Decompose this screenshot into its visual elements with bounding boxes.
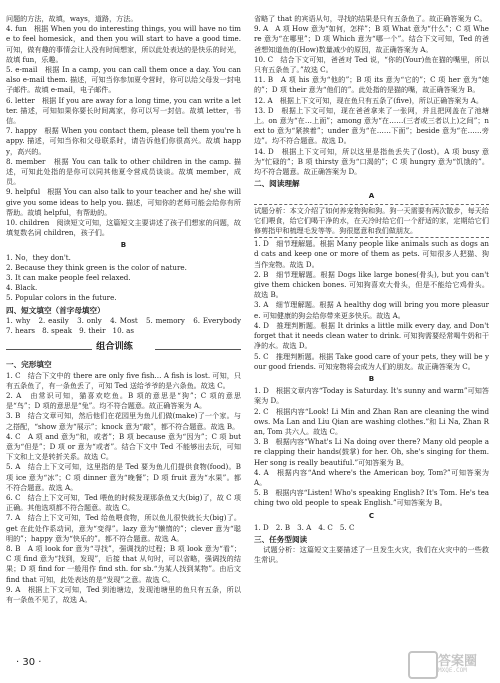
answer-paragraph: 5. Popular colors in the future. (6, 293, 117, 303)
banner-text: 组合训练 (96, 341, 133, 353)
banner-title (92, 341, 155, 352)
answer-paragraph: 1. D 2. B 3. A 4. C 5. C (254, 522, 355, 532)
section-banner (6, 341, 241, 357)
answer-paragraph: 6. C 结合上下文可知，Ted 喂鱼的时候发现那条鱼又大(big)了，故 C 项正确。其他选项都不符合题意。故选 C。 (6, 492, 241, 513)
answer-paragraph: 1. No，they don't. (6, 252, 71, 262)
answer-paragraph: 4. fun 根据 When you do interesting things, you will have no time to feel homesick，and then you will start to have a good time.可知，做有趣的事情会让人没有时间想家，所以此处表达的是快乐的时光，故填 fun，乐趣。 (6, 24, 241, 64)
answer-paragraph: 1. D 根据文章内容“Today is Saturday. It's sunny and warm”可知答案为 D。 (254, 386, 489, 406)
section-heading: 四、短文填空（首字母填空） (6, 305, 105, 315)
watermark-url: MXQE.COM (438, 667, 467, 674)
passage-letter: C (368, 510, 375, 520)
answer-paragraph: 5. A 结合上下文可知，这里指的是 Ted 要为鱼儿们提供食物(food)。B 项 ice 意为“冰”；C 项 dinner 意为“晚餐”；D 项 fruit 意为“水果”。都不符合题意。故选 A。 (6, 462, 241, 492)
answer-paragraph: 10. children 阅读短文可知，这篇短文主要讲述了孩子们想家的问题，故填复数名词 children，孩子们。 (6, 218, 241, 238)
answer-paragraph: 3. B 结合文章可知，然后他们在花园里为鱼儿们做(make)了一个家。与之搭配，“show 意为“展示”；knock 意为“敲”，都不符合题意。故选 B。 (6, 411, 241, 431)
answer-paragraph: 试题分析：本文介绍了如何养宠物狗和狗。狗一天需要有两次散步，每天给它们喂食，给它们喝干净的水，在天冷时给它们一个舒适的家，定期给它们修剪指甲和梳理毛发等等。狗很愿意和我们做朋友。 (254, 204, 489, 239)
answer-paragraph: 14. D 根据上下文可知，所以这里是指鱼丢失了(lost)。A 项 busy 意为“忙碌的”；B 项 thirsty 意为“口渴的”；C 项 hungry 意为“饥饿的”。均不符合题意。故正确答案为 D。 (254, 146, 489, 177)
answer-paragraph: 1. D 细节理解题。根据 Many people like animals such as dogs and cats and keep one or more of them as pets. 可知很多人把猫、狗当作宠物。故选 D。 (254, 239, 489, 269)
answer-paragraph: 4. A 根据内容“And where's the American boy, Tom?”可知答案为 A。 (254, 467, 489, 487)
watermark-label: 答案圈 (438, 654, 478, 669)
answer-paragraph: 8. B A 项 look for 意为“寻找”，强调找的过程；B 项 look 意为“看”；C 项 find 意为“找到，发现”，后接 that 从句时，可以省略，强调找的结果；D 项 find for 一般用作 find sth. for sb.“为某人找到某物”。由后文 find that 可知，此处表达的是“发现”之意。故选 C。 (6, 543, 241, 584)
section-heading: 三、任务型阅读 (254, 534, 308, 544)
answer-paragraph: 1. C 结合下文中的 there are only five fish… A fish is lost. 可知，只有五条鱼了，有一条鱼丢了，可知 Ted 送给爷爷的是六条鱼。故选 C。 (6, 370, 241, 390)
banner-number-badge: 9 (134, 341, 151, 350)
answer-paragraph: 9. helpful 根据 You can also talk to your teacher and he/ she will give you some ideas to help you. 描述，可知你的老师可能会给你有所帮助。故填 helpful，有帮助的。 (6, 187, 241, 217)
answer-paragraph: 3. A 细节理解题。根据 A healthy dog will bring you more pleasure. 可知健康的狗会给你带来更多快乐。故选 A。 (254, 300, 489, 320)
answer-paragraph: 7. happy 根据 When you contact them, please tell them you're happy. 描述，可知当你和父母联系时，请告诉他们你很高兴。故填 happy，高兴的。 (6, 126, 241, 156)
passage-letter: B (120, 240, 127, 250)
answer-paragraph: 12. A 根据上下文可知，现在鱼只有五条了(five)，所以正确答案为 A。 (254, 95, 483, 105)
answer-paragraph: 5. e-mail 根据 In a camp, you can call them once a day. You can also e-mail them. 描述，可知当你参加夏令营时，你可以给父母发一封电子邮件。故填 e-mail，电子邮件。 (6, 65, 241, 95)
passage-letter: A (368, 191, 375, 201)
watermark-icon (408, 651, 438, 679)
right-column (254, 14, 489, 566)
answer-paragraph: 10. C 结合下文可知，爸爸对 Ted 说，“你的(Your)鱼在猫的嘴里，所以只有五条鱼了。”故选 C。 (254, 54, 489, 75)
answer-paragraph: 8. member 根据 You can talk to other children in the camp. 描述，可知此处指的是你可以同其他夏令营成员谈谈。故填 member，成员。 (6, 156, 241, 187)
passage-letter: B (368, 373, 375, 383)
answer-paragraph: 2. A 由常识可知，猫喜欢吃鱼。B 项的意思是“狗”；C 项的意思是“鸟”；D 项的意思是“兔”。均不符合题意。故正确答案为 A。 (6, 390, 241, 411)
section-heading: 二、阅读理解 (254, 179, 300, 189)
answer-paragraph: 4. Black. (6, 283, 38, 293)
answer-paragraph: 5. B 根据内容“Listen! Who's speaking English? It's Tom. He's teaching two old people to speak English.”可知答案为 B。 (254, 488, 489, 508)
page-number: · 30 · (16, 657, 42, 668)
answer-paragraph: 9. A A 项 How 意为“如何，怎样”；B 项 What 意为“什么”；C 项 Where 意为“在哪里”；D 项 Which 意为“哪一个”。结合下文可知，Ted 的爸爸想知道鱼的(How)数量减少的原因，故正确答案为 A。 (254, 24, 489, 54)
answer-paragraph: 6. letter 根据 If you are away for a long time, you can write a letter. 描述，可知如果你要长时间离家，你可以写一封信。故填 letter，书信。 (6, 95, 241, 126)
answer-paragraph: 试题分析：这篇短文主要描述了一旦发生火灾，我们在火灾中的一些救生常识。 (254, 545, 489, 565)
answer-paragraph: 1. why 2. easily 3. only 4. Most 5. memory 6. Everybody 7. hears 8. speak 9. their 10. as (6, 315, 249, 336)
answer-paragraph: 2. Because they think green is the color of nature. (6, 262, 187, 272)
answer-paragraph: 13. D 根据上下文可知，现在爸爸拿来了一张网，并且把网盖在了池塘上。on 意为“在…上面”；among 意为“在……(三者或三者以上)之间”；next to 意为“紧挨着”；under 意为“在……下面”；beside 意为“在……旁边”。均不符合题意。故选 D。 (254, 105, 489, 146)
answer-paragraph: 问题的方法，故填，ways，道路，方法。 (6, 14, 138, 23)
answer-paragraph: 2. C 根据内容“Look! Li Min and Zhan Ran are cleaning the windows. Ma Lan and Liu Qian are washing clothes.”和 Li Na, Zhan Ran, Tom 共六人。故选 C。 (254, 406, 489, 436)
answer-paragraph: 7. A 结合上下文可知，Ted 给鱼喂食物，所以鱼儿很快就长大(big)了。get 在此处作系动词，意为“变得”。lazy 意为“懒惰的”；clever 意为“聪明的”；happy 意为“快乐的”。都不符合题意。故选 A。 (6, 513, 241, 543)
answer-paragraph: 11. B A 项 his 意为“他的”；B 项 its 意为“它的”；C 项 her 意为“她的”；D 项 their 意为“他们的”。此处指的是猫的嘴，故正确答案为 B。 (254, 75, 489, 95)
section-heading: 一、完形填空 (6, 360, 52, 370)
answer-paragraph: 2. B 细节理解题。根据 Dogs like large bones(骨头), but you can't give them chicken bones. 可知狗喜欢大骨头，但是不能给它鸡骨头。故选 B。 (254, 269, 489, 300)
answer-paragraph: 4. C A 项 and 意为“和，或者”；B 项 because 意为“因为”；C 项 but 意为“但是”；D 项 or 意为“或者”。结合下文中 Ted 不能够出去玩，可知下文和上文是转折关系。故选 C。 (6, 431, 241, 462)
left-column (6, 14, 249, 605)
answer-paragraph: 5. C 推理判断题。根据 Take good care of your pets, they will be your good friends. 可知宠物将会成为人们的朋友。故正确答案为 C。 (254, 351, 489, 371)
answer-paragraph: 3. B 根据内容“What's Li Na doing over there? Many old people are clapping their hands(鼓掌) for her. Oh, she's singing for them. Her song is really beautiful.”可知答案为 B。 (254, 437, 489, 467)
watermark-logo (408, 648, 494, 680)
answer-paragraph: 9. A 根据上下文可知，Ted 到池塘边，发现池塘里的鱼只有五条，所以有一条鱼不见了，故选 A。 (6, 584, 241, 604)
answer-paragraph: 4. D 推理判断题。根据 It drinks a little milk every day, and Don't forget that it needs clean water to drink. 可知狗需要经常喝牛奶和干净的水。故选 D。 (254, 320, 489, 351)
answer-paragraph: 3. It can make people feel relaxed. (6, 273, 131, 283)
answer-paragraph: 省略了 that 的宾语从句，寻找的结果是只有五条鱼了。故正确答案为 C。 (254, 14, 487, 23)
